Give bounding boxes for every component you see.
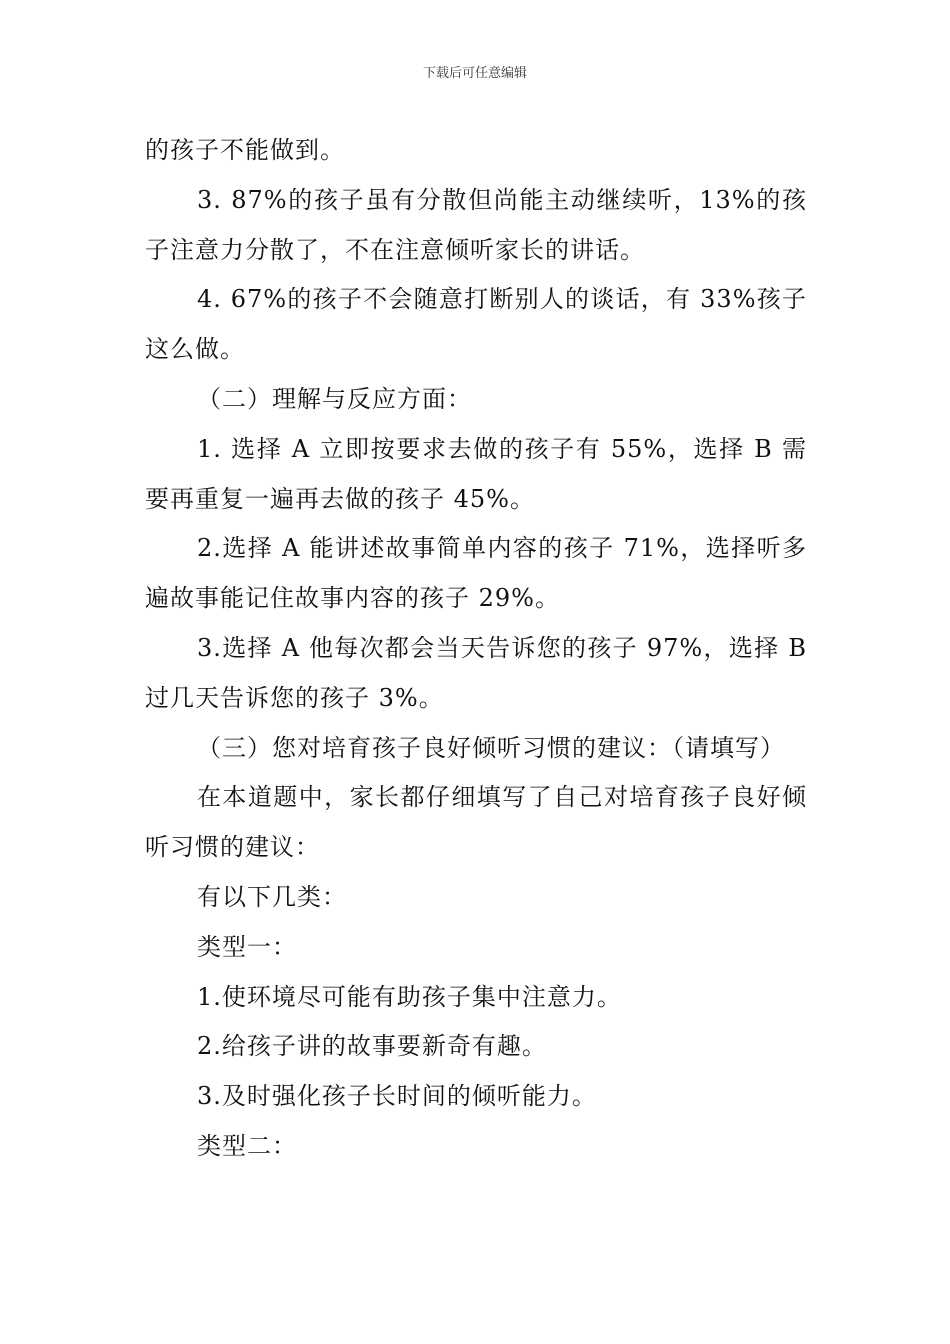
type-heading: 类型二： [197, 1131, 297, 1160]
paragraph: 2.选择 A 能讲述故事简单内容的孩子 71%，选择听多遍故事能记住故事内容的孩子 29%。 [145, 534, 807, 613]
list-item: 2.给孩子讲的故事要新奇有趣。 [197, 1032, 547, 1061]
paragraph: 在本道题中，家长都仔细填写了自己对培育孩子良好倾听习惯的建议： [145, 783, 807, 862]
paragraph: 3.选择 A 他每次都会当天告诉您的孩子 97%，选择 B 过几天告诉您的孩子 3%。 [145, 633, 807, 712]
paragraph: 有以下几类： [197, 882, 347, 911]
section-heading: （二）理解与反应方面： [197, 384, 472, 413]
document-body [145, 126, 807, 1172]
list-item: 3.及时强化孩子长时间的倾听能力。 [197, 1082, 597, 1111]
paragraph: 1. 选择 A 立即按要求去做的孩子有 55%，选择 B 需要再重复一遍再去做的孩子 45%。 [145, 434, 807, 513]
paragraph: 3. 87%的孩子虽有分散但尚能主动继续听，13%的孩子注意力分散了，不在注意倾听家长的讲话。 [145, 185, 807, 264]
paragraph: 的孩子不能做到。 [145, 136, 345, 164]
page-header: 下载后可任意编辑 [422, 66, 527, 81]
paragraph: 4. 67%的孩子不会随意打断别人的谈话，有 33%孩子这么做。 [145, 285, 807, 364]
type-heading: 类型一： [197, 932, 297, 961]
list-item: 1.使环境尽可能有助孩子集中注意力。 [197, 982, 622, 1011]
section-heading: （三）您对培育孩子良好倾听习惯的建议：（请填写） [197, 733, 785, 762]
